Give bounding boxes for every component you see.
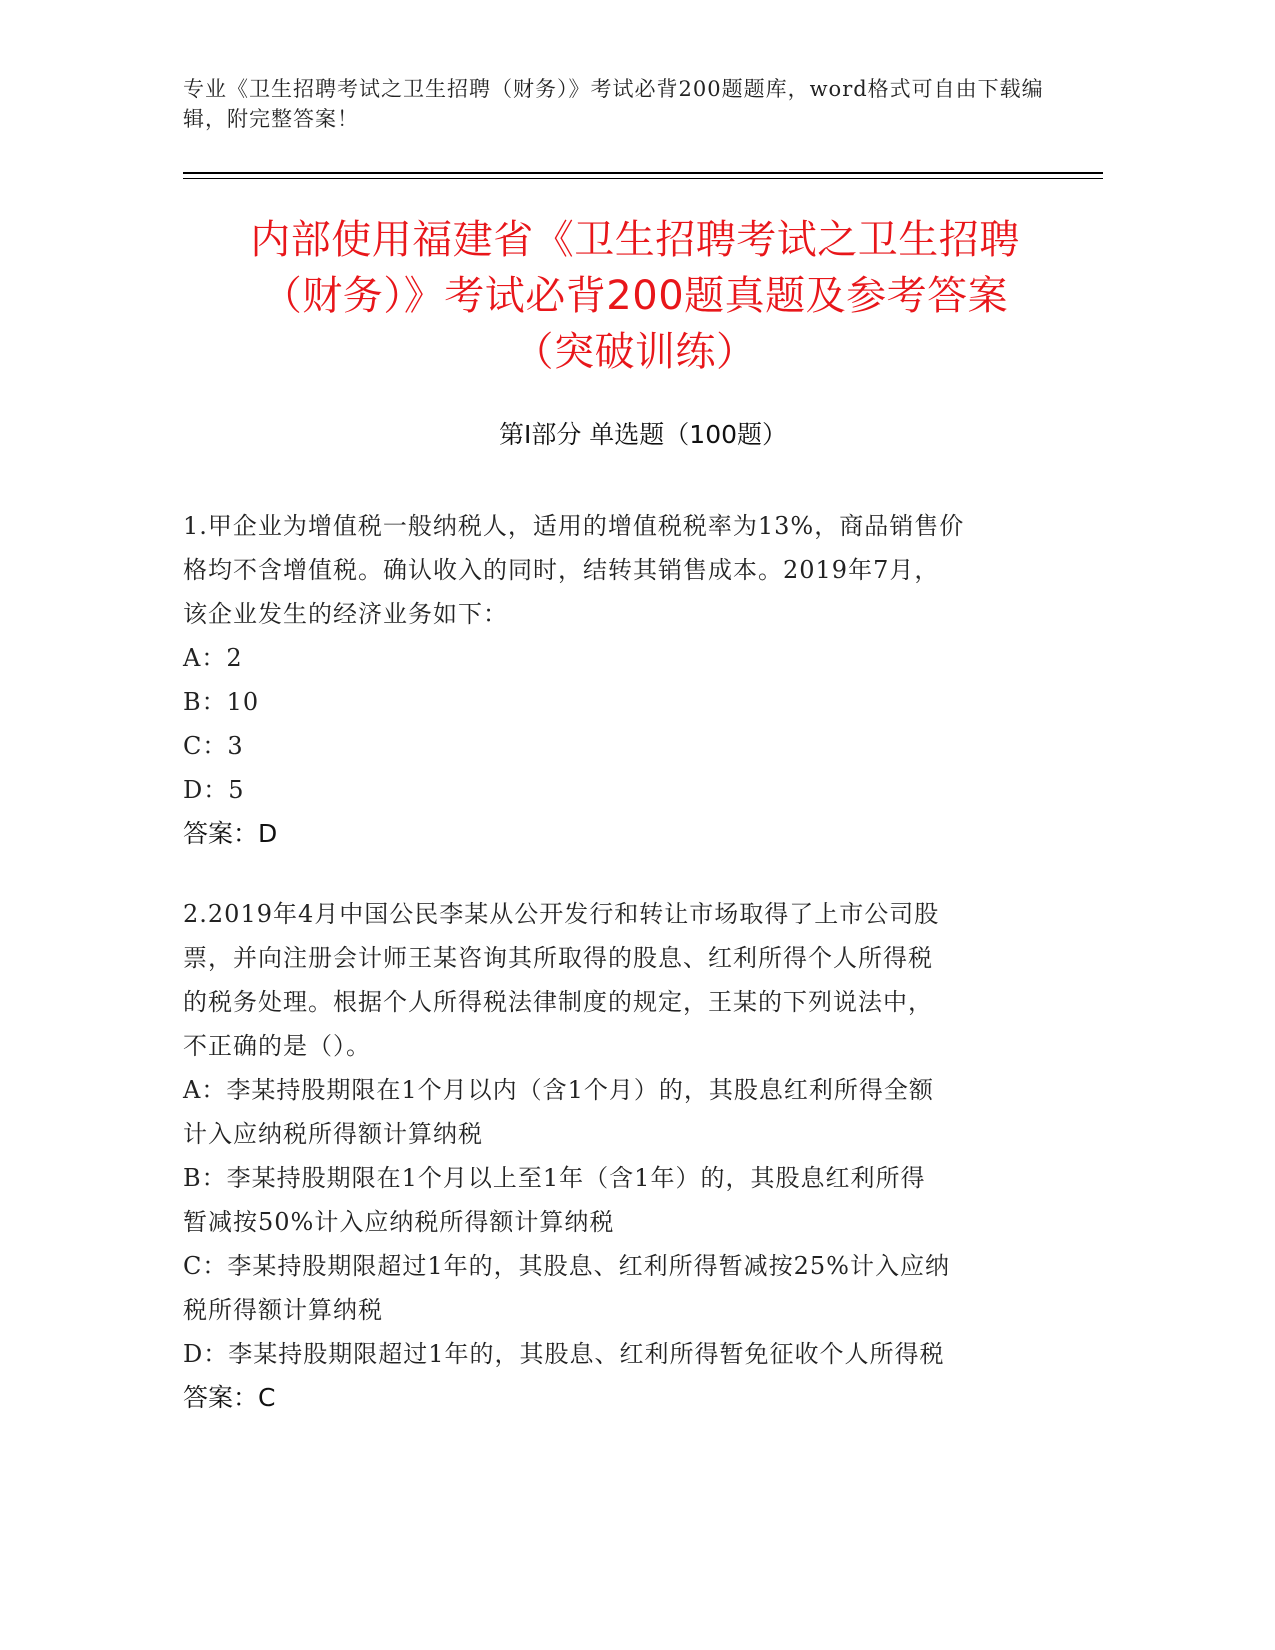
question-1-option-b: B：10 (183, 688, 260, 716)
question-2-option-a-line-1: A：李某持股期限在1个月以内（含1个月）的，其股息红利所得全额 (183, 1076, 934, 1104)
question-1-answer: 答案：D (183, 819, 278, 848)
question-2-option-b-line-1: B：李某持股期限在1个月以上至1年（含1年）的，其股息红利所得 (183, 1164, 926, 1192)
question-2-option-a-line-2: 计入应纳税所得额计算纳税 (183, 1120, 483, 1148)
question-2-option-b-line-2: 暂减按50%计入应纳税所得额计算纳税 (183, 1208, 615, 1236)
question-2-option-c-line-2: 税所得额计算纳税 (183, 1296, 383, 1324)
question-2-answer: 答案：C (183, 1383, 276, 1412)
question-1-option-c: C：3 (183, 732, 244, 760)
question-2 (183, 892, 1043, 1420)
header-note: 专业《卫生招聘考试之卫生招聘（财务）》考试必背200题题库，word格式可自由下载编辑，附完整答案！ (183, 77, 1044, 131)
question-1-option-d: D：5 (183, 776, 245, 804)
question-1-stem-line-1: 1.甲企业为增值税一般纳税人，适用的增值税税率为13%，商品销售价 (183, 512, 965, 540)
document-title-line-1: 内部使用福建省《卫生招聘考试之卫生招聘 (250, 217, 1020, 263)
header-divider-thin (183, 178, 1103, 179)
question-2-option-c-line-1: C：李某持股期限超过1年的，其股息、红利所得暂减按25%计入应纳 (183, 1252, 950, 1280)
question-2-stem-line-2: 票，并向注册会计师王某咨询其所取得的股息、红利所得个人所得税 (183, 944, 933, 972)
document-title-line-3: （突破训练） (513, 329, 757, 375)
question-2-stem-line-1: 2.2019年4月中国公民李某从公开发行和转让市场取得了上市公司股 (183, 900, 940, 928)
document-title (160, 212, 1110, 380)
question-1-stem-line-3: 该企业发生的经济业务如下： (183, 600, 508, 628)
question-1 (183, 504, 1043, 856)
section-title: 第Ⅰ部分 单选题（100题） (498, 420, 788, 449)
question-1-option-a: A：2 (183, 644, 243, 672)
header-divider-thick (183, 172, 1103, 174)
question-1-stem-line-2: 格均不含增值税。确认收入的同时，结转其销售成本。2019年7月， (183, 556, 940, 584)
document-title-line-2: （财务）》考试必背200题真题及参考答案 (261, 273, 1009, 319)
question-2-stem-line-4: 不正确的是（）。 (183, 1032, 371, 1060)
question-2-stem-line-3: 的税务处理。根据个人所得税法律制度的规定，王某的下列说法中， (183, 988, 933, 1016)
question-2-option-d: D：李某持股期限超过1年的，其股息、红利所得暂免征收个人所得税 (183, 1340, 945, 1368)
